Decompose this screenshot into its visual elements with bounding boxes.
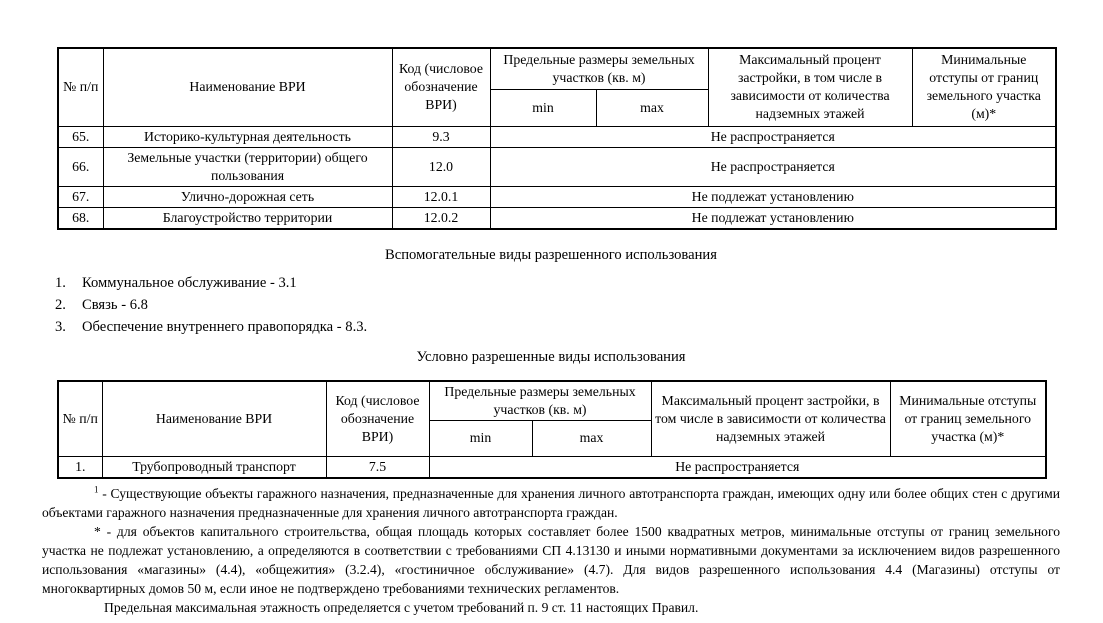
col-header-min: min — [429, 420, 532, 456]
row-name: Земельные участки (территории) общего пользования — [103, 147, 392, 186]
col-header-name: Наименование ВРИ — [103, 48, 392, 126]
row-name: Благоустройство территории — [103, 207, 392, 229]
conditional-table-header-row — [58, 381, 1046, 421]
table-row-66 — [58, 147, 1056, 186]
row-name: Улично-дорожная сеть — [103, 186, 392, 207]
list-item-number: 2. — [55, 296, 66, 313]
row-value: Не подлежат установлению — [490, 207, 1056, 229]
col-header-max-percent: Максимальный процент застройки, в том числе в зависимости от количества надземных этажей — [708, 48, 912, 126]
footnotes-block — [42, 484, 1060, 617]
row-num: 65. — [58, 126, 103, 147]
list-item-text: Коммунальное обслуживание - 3.1 — [82, 274, 297, 291]
table-row-68 — [58, 207, 1056, 229]
row-value: Не распространяется — [490, 126, 1056, 147]
footnote-1-marker: 1 — [94, 483, 99, 494]
col-header-code: Код (числовое обозначение ВРИ) — [326, 381, 429, 457]
conditional-uses-title: Условно разрешенные виды использования — [416, 348, 686, 365]
row-num: 66. — [58, 147, 103, 186]
row-name: Трубопроводный транспорт — [102, 456, 326, 478]
row-value: Не подлежат установлению — [490, 186, 1056, 207]
footnote-1 — [42, 484, 1060, 522]
table-row-65 — [58, 126, 1056, 147]
list-item — [55, 316, 1060, 338]
footnote-1-text: - Существующие объекты гаражного назначения, предназначенные для хранения личного автотранспорта граждан, имеющих одну или более общих стен с другими объектами гаражного назначения предназначенные для хранения личного автотранспорта граждан. — [42, 485, 1061, 520]
col-header-max: max — [596, 89, 708, 126]
col-header-num: № п/п — [58, 48, 103, 126]
row-code: 7.5 — [326, 456, 429, 478]
table-row-1 — [58, 456, 1046, 478]
list-item-number: 3. — [55, 318, 66, 335]
main-table-header-row — [58, 48, 1056, 89]
main-vri-table — [57, 47, 1057, 230]
auxiliary-uses-title: Вспомогательные виды разрешенного использования — [385, 246, 717, 263]
col-header-name: Наименование ВРИ — [102, 381, 326, 457]
row-code: 12.0.2 — [392, 207, 490, 229]
auxiliary-uses-list — [55, 272, 1060, 338]
col-header-min-setback: Минимальные отступы от границ земельного участка (м)* — [912, 48, 1056, 126]
col-header-num: № п/п — [58, 381, 102, 457]
footnote-3: Предельная максимальная этажность определяется с учетом требований п. 9 ст. 11 настоящих Правил. — [104, 599, 699, 615]
col-header-min-setback: Минимальные отступы от границ земельного участка (м)* — [890, 381, 1046, 457]
conditional-vri-table — [57, 380, 1047, 479]
list-item — [55, 272, 1060, 294]
col-header-min: min — [490, 89, 596, 126]
col-header-size-limits: Предельные размеры земельных участков (кв. м) — [429, 381, 651, 421]
row-code: 12.0 — [392, 147, 490, 186]
footnote-2: * - для объектов капитального строительства, общая площадь которых составляет более 1500 квадратных метров, минимальные отступы от границ земельного участка не подлежат установлению, а определяются в соответствии с требованиями СП 4.13130 и иными нормативными документами за исключением видов разрешенного использования «магазины» (4.4), «общежития» (3.2.4), «гостиничное обслуживание» (4.7). Для видов разрешенного использования 4.4 (Магазины) отступы от многоквартирных домов 50 м, если иное не подтверждено требованиями технических регламентов. — [42, 523, 1060, 596]
list-item — [55, 294, 1060, 316]
col-header-max-percent: Максимальный процент застройки, в том числе в зависимости от количества надземных этажей — [651, 381, 890, 457]
row-value: Не распространяется — [490, 147, 1056, 186]
list-item-text: Обеспечение внутреннего правопорядка - 8.3. — [82, 318, 368, 335]
row-num: 1. — [58, 456, 102, 478]
row-value: Не распространяется — [429, 456, 1046, 478]
col-header-size-limits: Предельные размеры земельных участков (кв. м) — [490, 48, 708, 89]
row-code: 9.3 — [392, 126, 490, 147]
list-item-number: 1. — [55, 274, 66, 291]
row-name: Историко-культурная деятельность — [103, 126, 392, 147]
table-row-67 — [58, 186, 1056, 207]
row-num: 67. — [58, 186, 103, 207]
list-item-text: Связь - 6.8 — [82, 296, 148, 313]
col-header-max: max — [532, 420, 651, 456]
row-num: 68. — [58, 207, 103, 229]
col-header-code: Код (числовое обозначение ВРИ) — [392, 48, 490, 126]
row-code: 12.0.1 — [392, 186, 490, 207]
